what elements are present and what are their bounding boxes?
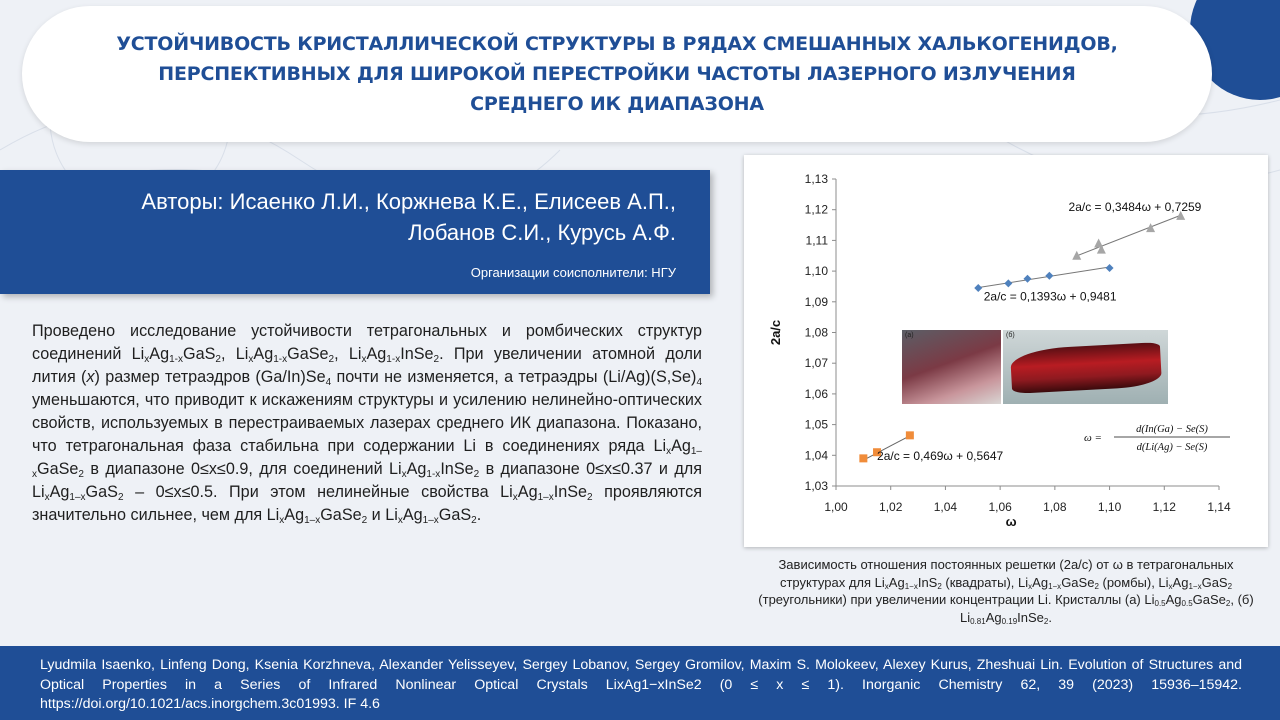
- subscript: 1–x: [422, 515, 439, 526]
- y-tick-label: 1,12: [804, 202, 828, 217]
- caption-run: .: [1048, 609, 1052, 625]
- crystal-photo-a: [902, 330, 1001, 404]
- caption-run: (треугольники) при увеличении концентрации Li. Кристаллы (а) Li: [758, 592, 1155, 607]
- subscript: 2: [937, 581, 942, 591]
- text-run: в диапазоне 0≤x≤0.9, для соединений Li: [83, 460, 402, 478]
- text-run: GaSe: [320, 506, 362, 524]
- subscript: 1−x: [1048, 581, 1062, 591]
- y-tick-label: 1,09: [804, 294, 828, 309]
- subscript: 2: [117, 492, 124, 503]
- subscript: 1–x: [69, 492, 86, 503]
- caption-run: Ag: [985, 609, 1002, 625]
- subscript: 2: [433, 354, 440, 365]
- text-run: Ag: [406, 460, 427, 478]
- caption-run: GaS: [1201, 574, 1228, 590]
- triangle-point: [1146, 223, 1155, 232]
- x-tick-label: 1,04: [933, 500, 958, 514]
- y-tick-label: 1,07: [804, 356, 828, 371]
- text-run: InSe: [400, 345, 434, 363]
- trendline-equation: 2a/c = 0,469ω + 0,5647: [877, 448, 1004, 463]
- text-run: GaS: [85, 483, 118, 501]
- subscript: 2: [471, 515, 477, 526]
- caption-run: GaSe: [1061, 574, 1095, 590]
- subscript: 1−x: [904, 581, 918, 591]
- caption-run: InSe: [1017, 609, 1044, 625]
- text-run: Ag: [253, 345, 274, 363]
- text-run: , Li: [220, 345, 249, 363]
- title-banner: [22, 6, 1212, 142]
- text-run: ) размер тетраэдров (Ga/In)Se: [94, 368, 326, 386]
- x-tick-label: 1,02: [879, 500, 903, 514]
- authors-line-1: Авторы: Исаенко Л.И., Коржнева К.Е., Елисеев А.П.,: [141, 189, 676, 214]
- subscript: 0.5: [1154, 599, 1166, 608]
- caption-run: Ag: [1172, 574, 1189, 590]
- page-title: УСТОЙЧИВОСТЬ КРИСТАЛЛИЧЕСКОЙ СТРУКТУРЫ В РЯДАХ СМЕШАННЫХ ХАЛЬКОГЕНИДОВ, ПЕРСПЕКТИВНЫХ ДЛЯ ШИРОКОЙ ПЕРЕСТРОЙКИ ЧАСТОТЫ ЛАЗЕРНОГО ИЗЛУЧЕНИЯ СРЕДНЕГО ИК ДИАПАЗОНА: [116, 33, 1118, 115]
- text-run: GaS: [438, 506, 472, 524]
- subscript: 2: [1225, 599, 1231, 608]
- caption-run: GaSe: [1192, 592, 1226, 607]
- y-tick-label: 1,13: [804, 172, 828, 186]
- crystal-photo-b: [1003, 330, 1168, 404]
- subscript: x: [1168, 581, 1173, 591]
- text-run: .: [476, 506, 482, 524]
- diamond-point: [1045, 272, 1053, 280]
- chart-caption: [746, 556, 1266, 626]
- x-tick-label: 1,10: [1097, 500, 1122, 514]
- text-run: . При увеличении атомной доли лития (: [32, 345, 702, 386]
- text-run: почти не изменяется, а тетраэдры (Li/Ag)(S,Se): [331, 368, 697, 386]
- subscript: 4: [696, 377, 702, 388]
- triangle-point: [1072, 251, 1081, 260]
- subscript: 2: [1227, 581, 1233, 591]
- formula-denominator: d(Li(Ag) − Se(S): [1136, 442, 1208, 453]
- subscript: x: [884, 581, 889, 591]
- formula-lhs: ω =: [1084, 432, 1102, 444]
- trendline: [976, 267, 1110, 288]
- diamond-point: [1024, 275, 1032, 283]
- caption-run: Зависимость отношения постоянных решетки (2a/c) от ω в тетрагональных структурах для Li: [778, 557, 1234, 590]
- subscript: 1–x: [537, 492, 554, 503]
- text-run: в диапазоне 0≤x≤0.37 и для Li: [32, 460, 702, 501]
- x-tick-label: 1,12: [1152, 500, 1176, 514]
- text-run: GaS: [183, 345, 216, 363]
- y-tick-label: 1,08: [804, 325, 828, 340]
- y-tick-label: 1,11: [805, 233, 828, 248]
- subscript: x: [248, 354, 254, 365]
- subscript: 1-x: [386, 354, 401, 365]
- y-tick-label: 1,10: [804, 264, 828, 279]
- trendline-equation: 2a/c = 0,1393ω + 0,9481: [983, 289, 1117, 304]
- subscript: x: [361, 354, 367, 365]
- square-point: [906, 431, 914, 439]
- caption-run: , (б) Li: [959, 592, 1254, 625]
- abstract-text: [32, 320, 702, 527]
- caption-run: (ромбы), Li: [1098, 574, 1169, 590]
- subscript: 2: [215, 354, 221, 365]
- subscript: x: [666, 446, 672, 457]
- photo-label-b: (б): [1006, 332, 1015, 339]
- y-tick-label: 1,04: [804, 448, 828, 463]
- x-tick-label: 1,08: [1043, 500, 1067, 514]
- subscript: 4: [325, 377, 332, 388]
- crystal-shape: [1010, 342, 1162, 394]
- y-tick-label: 1,05: [804, 417, 828, 432]
- subscript: 0.5: [1181, 599, 1193, 608]
- subscript: x: [144, 354, 150, 365]
- reference-text: Lyudmila Isaenko, Linfeng Dong, Ksenia Korzhneva, Alexander Yelisseyev, Sergey Lobanov, Sergey Gromilov, Maxim S. Molokeev, Alexey Kurus, Zheshuai Lin. Evolution of Structures and Optical Properties in a Series of Infrared Nonlinear Optical Crystals LixAg1−xInSe2 (0 ≤ x ≤ 1). Inorganic Chemistry 62, 39 (2023) 15936–15942. https://doi.org/10.1021/acs.inorgchem.3c01993. IF 4.6: [40, 657, 1242, 712]
- subscript: 0.81: [970, 616, 986, 626]
- chart-panel: [744, 155, 1268, 547]
- text-run-italic: x: [86, 368, 95, 386]
- subscript: x: [44, 492, 50, 503]
- text-run: проявляются значительно сильнее, чем для Li: [32, 483, 702, 524]
- organizations-line: Организации соисполнители: НГУ: [470, 265, 676, 280]
- subscript: 2: [1043, 616, 1049, 626]
- y-tick-label: 1,06: [804, 386, 828, 401]
- subscript: 1-x: [169, 354, 184, 365]
- subscript: 1-x: [426, 469, 441, 480]
- subscript: 2: [587, 492, 593, 503]
- caption-run: (квадраты), Li: [941, 574, 1029, 590]
- text-run: GaSe: [287, 345, 329, 363]
- text-run: уменьшаются, что приводит к искажениям структуры и усилению нелинейно-оптических свойств, используемых в перестраиваемых лазерах среднего ИК диапазона. Показано, что тетрагональная фаза стабильна при содержании Li в соединениях ряда Li: [32, 391, 702, 455]
- subscript: 1−x: [1188, 581, 1202, 591]
- x-tick-label: 1,06: [988, 500, 1012, 514]
- subscript: 2: [78, 469, 84, 480]
- reference-footer: [0, 646, 1280, 720]
- text-run: Ag: [366, 345, 387, 363]
- y-tick-label: 1,03: [804, 479, 828, 493]
- caption-run: Ag: [1032, 574, 1049, 590]
- subscript: x: [1028, 581, 1033, 591]
- subscript: 0.19: [1001, 616, 1018, 626]
- caption-run: Ag: [1165, 592, 1182, 607]
- text-run: Проведено исследование устойчивости тетрагональных и ромбических структур соединений Li: [32, 322, 702, 363]
- x-axis-label: ω: [1005, 514, 1017, 529]
- subscript: 1-x: [273, 354, 288, 365]
- subscript: 2: [361, 515, 368, 526]
- diamond-point: [1106, 264, 1114, 272]
- diamond-point: [974, 284, 982, 292]
- text-run: Ag: [49, 483, 70, 501]
- formula-numerator: d(In(Ga) − Se(S): [1136, 424, 1208, 435]
- x-tick-label: 1,14: [1207, 500, 1231, 514]
- trendline: [1074, 215, 1181, 257]
- subscript: 2: [1094, 581, 1099, 591]
- x-tick-label: 1,00: [824, 500, 848, 514]
- caption-run: Ag: [888, 574, 905, 590]
- text-run: Ag: [149, 345, 170, 363]
- y-axis-label: 2a/c: [768, 319, 783, 346]
- text-run: InSe: [553, 483, 588, 501]
- text-run: Ag: [671, 437, 691, 455]
- text-run: Ag: [517, 483, 538, 501]
- text-run: и Li: [367, 506, 398, 524]
- text-run: Ag: [284, 506, 305, 524]
- subscript: x: [279, 515, 285, 526]
- subscript: 1–x: [32, 446, 702, 480]
- subscript: 1–x: [304, 515, 321, 526]
- text-run: , Li: [334, 345, 362, 363]
- authors-line-2: Лобанов С.И., Курусь А.Ф.: [408, 220, 676, 245]
- subscript: 2: [473, 469, 480, 480]
- trendline-equation: 2a/c = 0,3484ω + 0,7259: [1068, 200, 1202, 215]
- subscript: 2: [328, 354, 335, 365]
- caption-run: InS: [917, 574, 938, 590]
- photo-label-a: (a): [905, 332, 914, 339]
- authors-panel: [0, 170, 710, 294]
- subscript: x: [397, 515, 403, 526]
- subscript: x: [512, 492, 518, 503]
- square-point: [859, 454, 867, 462]
- text-run: GaSe: [37, 460, 79, 478]
- subscript: x: [401, 469, 407, 480]
- text-run: Ag: [402, 506, 423, 524]
- text-run: – 0≤x≤0.5. При этом нелинейные свойства Li: [123, 483, 513, 501]
- diamond-point: [1004, 279, 1012, 287]
- text-run: InSe: [440, 460, 474, 478]
